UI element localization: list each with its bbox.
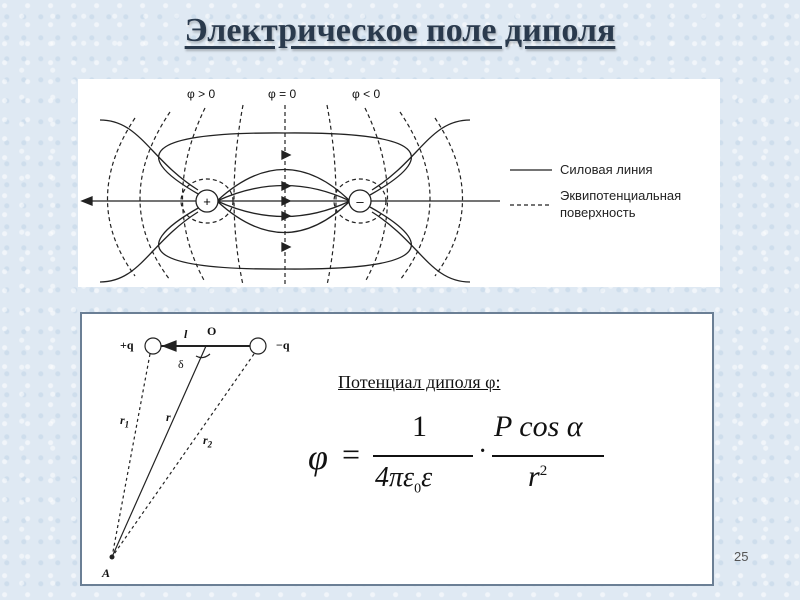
dipole-arrowhead — [163, 341, 176, 351]
label-minus-q: −q — [276, 338, 290, 352]
formula-equals: = — [342, 436, 361, 472]
minus-sign: – — [356, 194, 364, 209]
label-r2: $r_2$ — [203, 433, 213, 450]
legend-equipotential-label-2: поверхность — [560, 205, 636, 220]
phi-negative-label: φ < 0 — [352, 87, 381, 101]
potential-label: Потенциал диполя φ: — [338, 372, 501, 392]
plus-sign: + — [203, 194, 211, 209]
label-o: O — [207, 324, 217, 338]
formula-den1: $4\pi\varepsilon_0\varepsilon$ — [375, 462, 433, 497]
formula-num2: P cos α — [494, 410, 583, 443]
formula-phi: φ — [308, 437, 328, 477]
fraction-bar-2 — [492, 455, 604, 457]
charge-minus-q — [250, 338, 266, 354]
legend-field-line-label: Силовая линия — [560, 162, 653, 177]
label-l: l — [184, 327, 188, 341]
r1-line — [112, 354, 150, 557]
slide-number: 25 — [734, 549, 749, 564]
phi-zero-label: φ = 0 — [268, 87, 297, 101]
r-line — [112, 346, 206, 557]
label-r: r — [166, 410, 171, 424]
fraction-bar-1 — [373, 455, 473, 457]
formula-den2: $r^2$ — [528, 460, 548, 493]
charge-plus-q — [145, 338, 161, 354]
legend-equipotential-label-1: Эквипотенциальная — [560, 188, 682, 203]
phi-positive-label: φ > 0 — [187, 87, 216, 101]
label-r1: $r_1$ — [120, 413, 130, 430]
point-a — [110, 555, 115, 560]
label-a: A — [102, 566, 111, 580]
label-delta: δ — [178, 357, 184, 371]
label-plus-q: +q — [120, 338, 134, 352]
slide-title: Электрическое поле диполя — [184, 12, 616, 49]
formula-num1: 1 — [412, 410, 427, 443]
angle-arc — [196, 354, 210, 358]
r2-line — [112, 354, 254, 557]
formula-dot: · — [478, 436, 488, 467]
